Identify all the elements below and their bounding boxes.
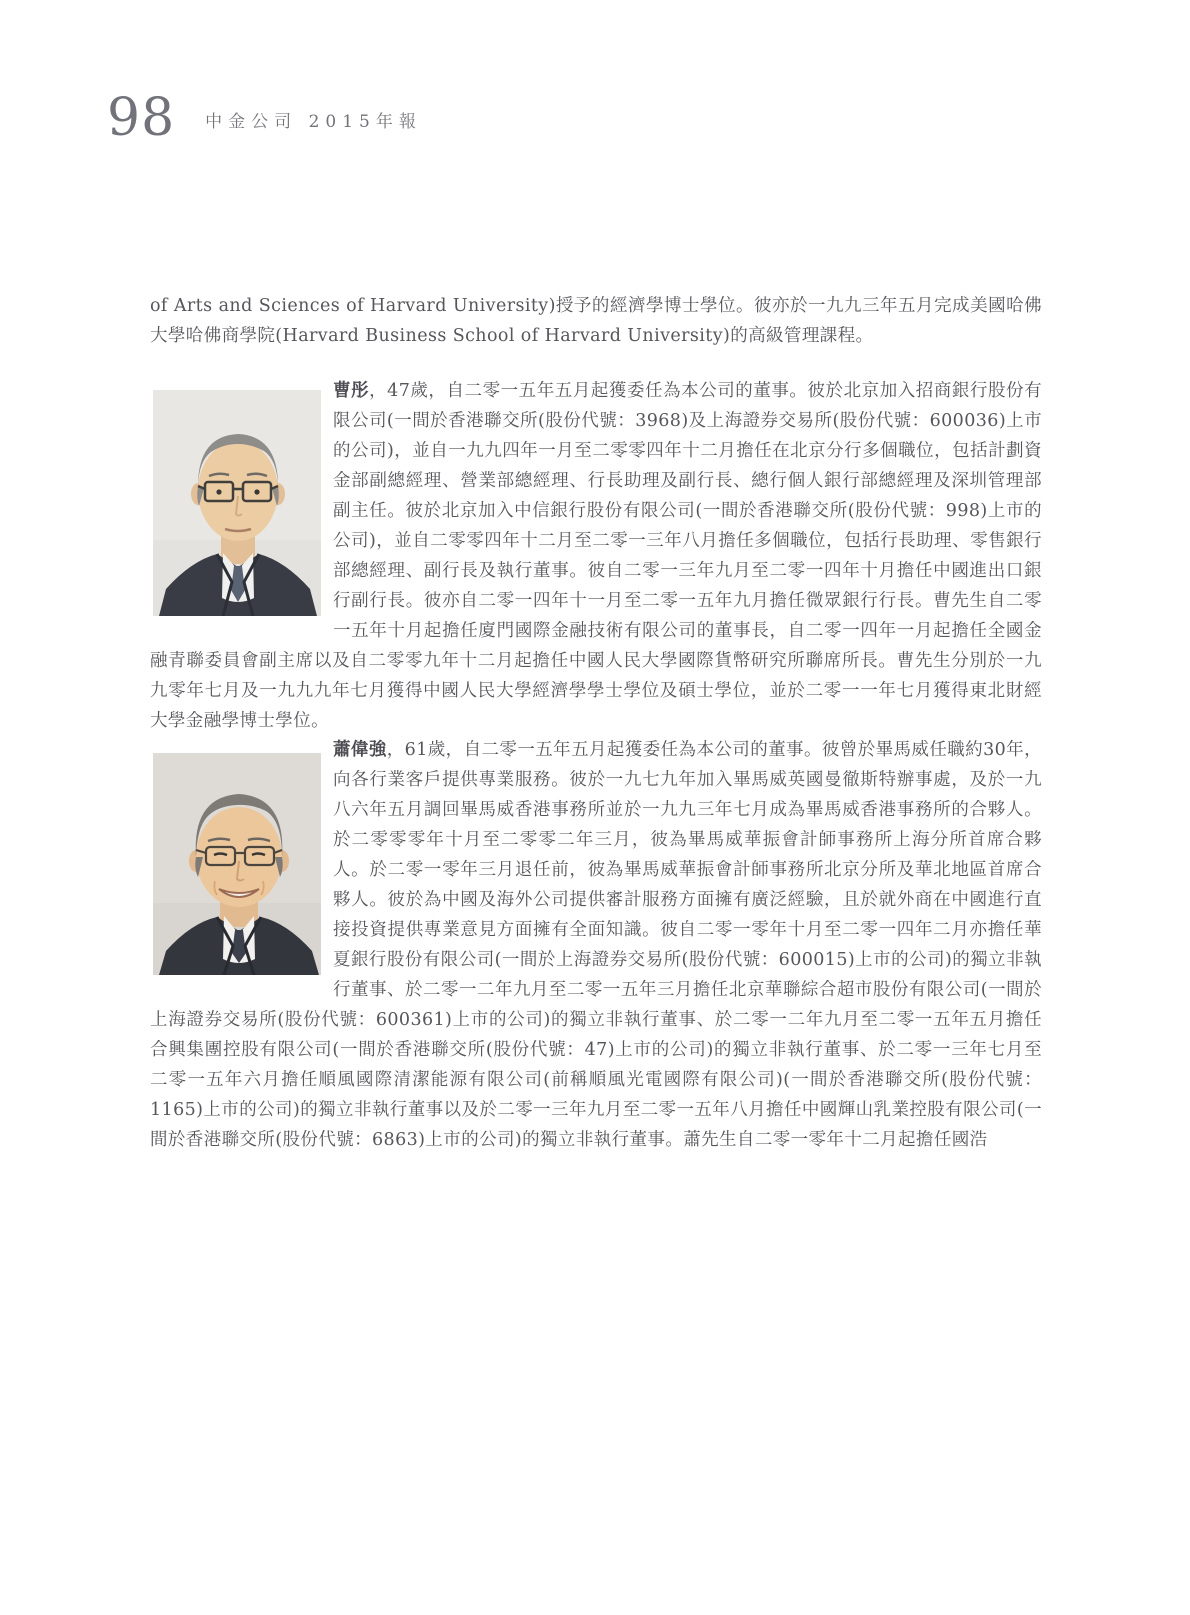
page-number: 98 [107,88,176,148]
page-header [107,88,422,148]
portrait-illustration-cao-tong [153,390,321,616]
report-title: 中金公司 2015年報 [205,112,422,132]
director-name: 蕭偉強 [333,740,387,760]
director-name: 曹彤 [333,381,370,401]
portrait-photo-cao-tong [153,390,321,616]
bio-body-text: ，47歲，自二零一五年五月起獲委任為本公司的董事。彼於北京加入招商銀行股份有限公司(一間於香港聯交所(股份代號：3968)及上海證券交易所(股份代號：600036)上市的公司)，並自一九九四年一月至二零零四年十二月擔任在北京分行多個職位，包括計劃資金部副總經理、營業部總經理、行長助理及副行長、總行個人銀行部總經理及深圳管理部副主任。彼於北京加入中信銀行股份有限公司(一間於香港聯交所(股份代號：998)上市的公司)，並自二零零四年十二月至二零一三年八月擔任多個職位，包括行長助理、零售銀行部總經理、副行長及執行董事。彼自二零一三年九月至二零一四年十月擔任中國進出口銀行副行長。彼亦自二零一四年十一月至二零一五年九月擔任微眾銀行行長。曹先生自二零一五年十月起擔任廈門國際金融技術有限公司的董事長，自二零一四年一月起擔任全國金融青聯委員會副主席以及自二零零九年十二月起擔任中國人民大學國際貨幣研究所聯席所長。曹先生分別於一九九零年七月及一九九九年七月獲得中國人民大學經濟學學士學位及碩士學位，並於二零一一年七月獲得東北財經大學金融學博士學位。 [150,381,1042,731]
portrait-photo-xiao-wai-keung [153,753,321,975]
bio-section-xiao-wai-keung [150,735,1042,1155]
portrait-illustration-xiao-wai-keung [153,753,321,975]
bio-body-text: ，61歲，自二零一五年五月起獲委任為本公司的董事。彼曾於畢馬威任職約30年，向各行業客戶提供專業服務。彼於一九七九年加入畢馬威英國曼徹斯特辦事處，及於一九八六年五月調回畢馬威香港事務所並於一九九三年七月成為畢馬威香港事務所的合夥人。於二零零零年十月至二零零二年三月，彼為畢馬威華振會計師事務所上海分所首席合夥人。於二零一零年三月退任前，彼為畢馬威華振會計師事務所北京分所及華北地區首席合夥人。彼於為中國及海外公司提供審計服務方面擁有廣泛經驗，且於就外商在中國進行直接投資提供專業意見方面擁有全面知識。彼自二零一零年十月至二零一四年二月亦擔任華夏銀行股份有限公司(一間於上海證券交易所(股份代號：600015)上市的公司)的獨立非執行董事、於二零一二年九月至二零一五年三月擔任北京華聯綜合超市股份有限公司(一間於上海證券交易所(股份代號：600361)上市的公司)的獨立非執行董事、於二零一二年九月至二零一五年五月擔任合興集團控股有限公司(一間於香港聯交所(股份代號：47)上市的公司)的獨立非執行董事、於二零一三年七月至二零一五年六月擔任順風國際清潔能源有限公司(前稱順風光電國際有限公司)(一間於香港聯交所(股份代號：1165)上市的公司)的獨立非執行董事以及於二零一三年九月至二零一五年八月擔任中國輝山乳業控股有限公司(一間於香港聯交所(股份代號：6863)上市的公司)的獨立非執行董事。蕭先生自二零一零年十二月起擔任國浩 [150,740,1043,1150]
intro-paragraph: of Arts and Sciences of Harvard University)授予的經濟學博士學位。彼亦於一九九三年五月完成美國哈佛大學哈佛商學院(Harvard Business School of Harvard University)的高級管理課程。 [150,296,1042,346]
bio-section-cao-tong [150,376,1042,736]
